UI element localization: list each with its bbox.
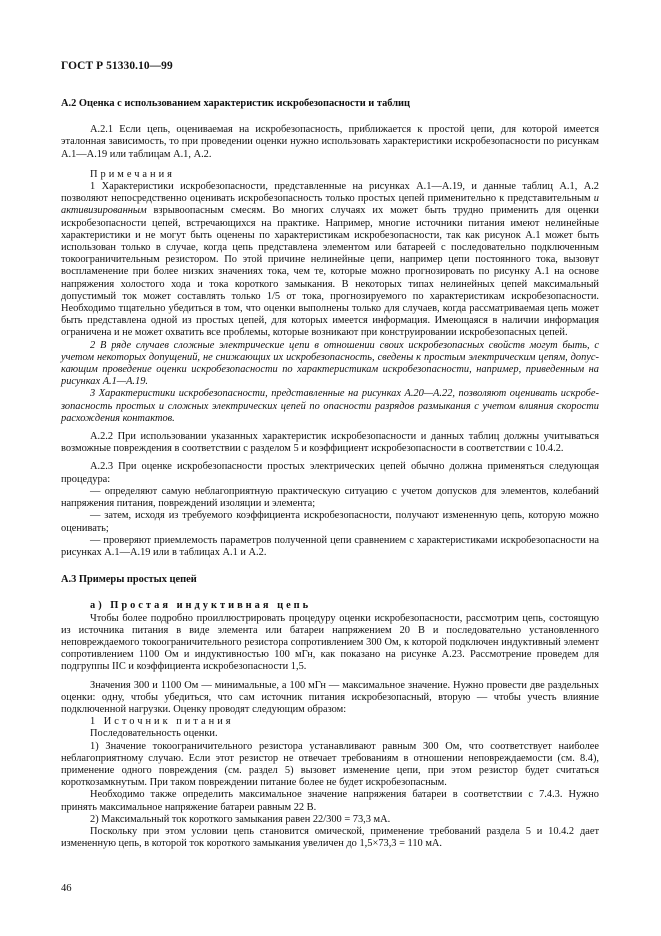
paragraph-a3-3: Последовательность оценки. <box>90 728 218 740</box>
paragraph-a3-2: Значения 300 и 1100 Ом — минимальные, а 100 мГн — максимальное значение. Нужно провести две раздельных оценки: одну, чтобы убедиться, что сам источник питания искробезопасный, вторую — чтобы учесть влияние подключенной нагрузки. Оценку проводят следующим образом: <box>61 679 599 715</box>
notes-title: Примечания <box>90 168 175 180</box>
paragraph-a3-5: Необходимо также определить максимальное значение напряжения батареи в соответствии с 7.4.3. Нужно принять максимальное напряжение батареи равным 22 В. <box>61 789 599 813</box>
section-a2-title: А.2 Оценка с использованием характеристик искробезопасности и таблиц <box>61 98 411 109</box>
note-1-emphasis: и активизированным <box>61 193 599 217</box>
subsection-a-title: а) Простая индуктивная цепь <box>90 600 312 612</box>
procedure-item-3: — проверяют приемлемость параметров полученной цепи сравнением с характеристиками искробезопасности на рисунках А.1—А.19 или в таблицах А.1 и А.2. <box>61 534 599 558</box>
paragraph-a3-4: 1) Значение токоограничительного резистора устанавливают равным 300 Ом, что соответствует наиболее неблагоприятному случаю. Если этот резистор не отвечает требованиям в отношении неповреждаемости (см. 8.4), применение одного повреждения (см. раздел 5) вызовет изменение цепи, при этом резистор будет считаться короткозамкнутым. При таком повреждении питание более не будет искробезопасным. <box>61 740 599 789</box>
procedure-item-2: — затем, исходя из требуемого коэффициента искробезопасности, получают измененную цепь, которую можно оценивать; <box>61 510 599 534</box>
paragraph-a3-6: 2) Максимальный ток короткого замыкания равен 22/300 = 73,3 мА. <box>90 813 391 825</box>
paragraph-a2-1: А.2.1 Если цепь, оцениваемая на искробезопасность, приближается к простой цепи, для которой имеется эталонная зависимость, то при проведении оценки нужно использовать характеристики искробезопасности по рисункам А.1—А.19 или таблицам А.1, А.2. <box>61 124 599 160</box>
paragraph-a2-3: А.2.3 При оценке искробезопасности простых электрических цепей обычно должна применяться следующая процедура: <box>61 461 599 485</box>
note-1-part-a: 1 Характеристики искробезопасности, представленные на рисунках А.1—А.19, и данные таблиц А.1, А.2 позволяют непосредственно оценивать искробезопасность только простых цепей применительно к представительным <box>61 181 599 205</box>
paragraph-a2-2: А.2.2 При использовании указанных характеристик искробезопасности и данных таблиц должны учитываться возможные повреждения в соответствии с разделом 5 и коэффициент искробезопасности в соответствии с 10.4.2. <box>61 431 599 455</box>
page-number: 46 <box>61 883 72 894</box>
procedure-item-1: — определяют самую неблагоприятную практическую ситуацию с учетом допусков для элементов, колебаний напряжения питания, повреждений изоляции и элемента; <box>61 485 599 510</box>
section-a3-title: А.3 Примеры простых цепей <box>61 574 197 586</box>
paragraph-a3-1: Чтобы более подробно проиллюстрировать процедуру оценки искробезопасности, рассмотрим цепь, состоящую из источника питания в виде элемента или батареи напряжением 20 В и последовательно установленного неповреждаемого токоограничительного резистора сопротивлением 300 Ом, к которой подключен индуктивный элемент сопротивлением 1100 Ом и индуктивностью 100 мГн, как показано на рисунке А.23. Рассмотрение проведем для подгруппы IIС и коэффициента искробезопасности 1,5. <box>61 612 599 673</box>
document-header: ГОСТ Р 51330.10—99 <box>61 60 173 72</box>
note-1 <box>61 181 599 340</box>
paragraph-a3-7: Поскольку при этом условии цепь становится омической, применение требований раздела 5 и 10.4.2 дает измененную цепь, в которой ток короткого замыкания увеличен до 1,5×73,3 = 110 мА. <box>61 825 599 850</box>
subsection-1-title: 1 Источник питания <box>90 716 234 728</box>
page-content <box>61 98 599 850</box>
note-3: 3 Характеристики искробезопасности, представленные на рисунках А.20—А.22, позволяют оценивать искробезопасность простых и сложных электрических цепей по опасности разрядов размыкания с учетом влияния скорости расхождения контактов. <box>61 388 599 424</box>
note-1-part-b: взрывоопасным смесям. Во многих случаях их может быть трудно применить для оценки искробезопасности цепей, встречающихся на практике. Например, многие источники питания имеют нелинейные характеристики и не могут быть оценены по характеристикам искробезопасности, так как рисунок А.1 может быть использован только в случае, когда цепь представлена элементом или батареей с последовательно подключенным токоограничительным резистором. По этой причине нелинейные цепи, например цепи постоянного тока, вызовут воспламенение при более низких значениях тока, чем те, которые можно прогнозировать по рисунку А.1 на основе напряжения холостого хода и тока короткого замыкания. В некоторых типах нелинейных цепей максимальный допустимый ток может составлять только 1/5 от тока, прогнозируемого по характеристикам искробезопасности. Необходимо тщательно убедиться в том, что оценки выполнены только для случаев, когда рассматриваемая цепь может быть представлена одной из простых цепей, для которых имеется информация. Имеющаяся в наличии информация ограничена и не может охватить все проблемы, которые возникают при конструировании искробезопасных цепей. <box>61 205 599 339</box>
note-2: 2 В ряде случаев сложные электрические цепи в отношении своих искробезопасных свойств могут быть, с учетом некоторых допущений, не снижающих их искробезопасность, сведены к простым электрическим цепям, допускающим проведение оценки искробезопасности по характеристикам искробезопасности, например, приведенным на рисунках А.1—А.19. <box>61 339 599 388</box>
